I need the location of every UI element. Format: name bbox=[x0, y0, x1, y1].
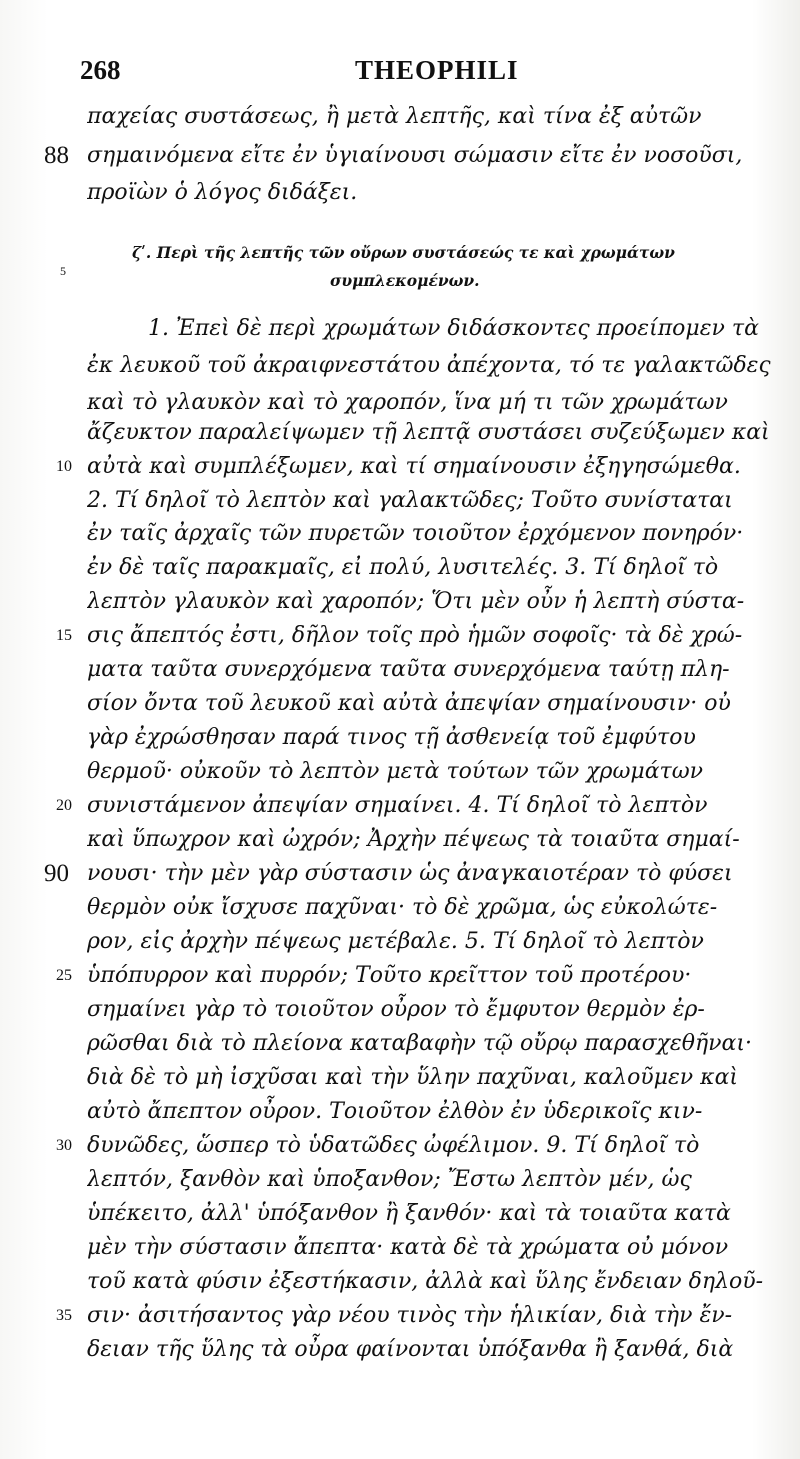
text-line: ματα ταῦτα συνερχόμενα ταῦτα συνερχόμενα ταύτῃ πλη- bbox=[87, 657, 730, 682]
margin-number: 25 bbox=[56, 967, 72, 984]
text-line: σιν· ἀσιτήσαντος γὰρ νέου τινὸς τὴν ἡλικίαν, διὰ τὴν ἔν- bbox=[87, 1303, 733, 1328]
text-line: νουσι· τὴν μὲν γὰρ σύστασιν ὡς ἀναγκαιοτέραν τὸ φύσει bbox=[87, 861, 733, 886]
text-line: μὲν τὴν σύστασιν ἄπεπτα· κατὰ δὲ τὰ χρώματα οὐ μόνον bbox=[87, 1235, 729, 1260]
margin-number: 90 bbox=[44, 860, 69, 887]
text-line: ρον, εἰς ἀρχὴν πέψεως μετέβαλε. 5. Τί δηλοῖ τὸ λεπτὸν bbox=[87, 929, 704, 954]
text-line: παχείας συστάσεως, ἢ μετὰ λεπτῆς, καὶ τίνα ἐξ αὐτῶν bbox=[87, 104, 702, 129]
text-line: αὐτὸ ἄπεπτον οὖρον. Τοιοῦτον ἐλθὸν ἐν ὑδερικοῖς κιν- bbox=[87, 1099, 703, 1124]
text-line: σίον ὄντα τοῦ λευκοῦ καὶ αὐτὰ ἀπεψίαν σημαίνουσιν· οὐ bbox=[87, 691, 731, 716]
margin-number: 10 bbox=[56, 458, 72, 475]
text-line: διὰ δὲ τὸ μὴ ἰσχῦσαι καὶ τὴν ὕλην παχῦναι, καλοῦμεν καὶ bbox=[87, 1065, 739, 1090]
chapter-heading: ζʹ. Περὶ τῆς λεπτῆς τῶν οὔρων συστάσεώς τε καὶ χρωμάτων bbox=[132, 243, 675, 262]
margin-number: 5 bbox=[60, 264, 66, 278]
text-line: ἐν ταῖς ἀρχαῖς τῶν πυρετῶν τοιοῦτον ἐρχόμενον πονηρόν· bbox=[87, 521, 744, 546]
margin-number: 20 bbox=[56, 797, 72, 814]
text-line: αὐτὰ καὶ συμπλέξωμεν, καὶ τί σημαίνουσιν ἐξηγησώμεθα. bbox=[87, 454, 741, 479]
text-line: 2. Τί δηλοῖ τὸ λεπτὸν καὶ γαλακτῶδες; Τοῦτο συνίσταται bbox=[87, 488, 733, 513]
page-number: 268 bbox=[80, 55, 121, 85]
text-line: σημαινόμενα εἴτε ἐν ὑγιαίνουσι σώμασιν εἴτε ἐν νοσοῦσι, bbox=[87, 143, 743, 168]
page-header bbox=[80, 55, 720, 95]
text-line: ρῶσθαι διὰ τὸ πλείονα καταβαφὴν τῷ οὔρῳ παρασχεθῆναι· bbox=[87, 1031, 753, 1056]
margin-number: 30 bbox=[56, 1137, 72, 1154]
text-line: καὶ τὸ γλαυκὸν καὶ τὸ χαροπόν, ἵνα μή τι τῶν χρωμάτων bbox=[87, 390, 728, 415]
text-line: καὶ ὕπωχρον καὶ ὠχρόν; Ἀρχὴν πέψεως τὰ τοιαῦτα σημαί- bbox=[87, 827, 740, 852]
text-line: ἄζευκτον παραλείψωμεν τῇ λεπτᾷ συστάσει συζεύξωμεν καὶ bbox=[87, 420, 770, 445]
text-line: δειαν τῆς ὕλης τὰ οὖρα φαίνονται ὑπόξανθα ἢ ξανθά, διὰ bbox=[87, 1337, 734, 1362]
text-line: θερμὸν οὐκ ἴσχυσε παχῦναι· τὸ δὲ χρῶμα, ὡς εὐκολώτε- bbox=[87, 895, 718, 920]
text-line: δυνῶδες, ὥσπερ τὸ ὑδατῶδες ὠφέλιμον. 9. Τί δηλοῖ τὸ bbox=[87, 1133, 700, 1158]
text-line: θερμοῦ· οὐκοῦν τὸ λεπτὸν μετὰ τούτων τῶν χρωμάτων bbox=[87, 759, 704, 784]
text-line: σις ἄπεπτός ἐστι, δῆλον τοῖς πρὸ ἡμῶν σοφοῖς· τὰ δὲ χρώ- bbox=[87, 623, 743, 648]
text-line: ὑπέκειτο, ἀλλ' ὑπόξανθον ἢ ξανθόν· καὶ τὰ τοιαῦτα κατὰ bbox=[87, 1201, 731, 1226]
margin-number: 35 bbox=[56, 1307, 72, 1324]
running-head: THEOPHILI bbox=[355, 55, 519, 85]
chapter-heading-cont: συμπλεκομένων. bbox=[330, 271, 480, 290]
text-line: τοῦ κατὰ φύσιν ἐξεστήκασιν, ἀλλὰ καὶ ὕλης ἔνδειαν δηλοῦ- bbox=[87, 1269, 764, 1294]
text-line: ἐν δὲ ταῖς παρακμαῖς, εἰ πολύ, λυσιτελές. 3. Τί δηλοῖ τὸ bbox=[87, 555, 719, 580]
text-line: γὰρ ἐχρώσθησαν παρά τινος τῇ ἀσθενείᾳ τοῦ ἐμφύτου bbox=[87, 725, 696, 750]
margin-number: 15 bbox=[56, 627, 72, 644]
text-line: λεπτὸν γλαυκὸν καὶ χαροπόν; Ὅτι μὲν οὖν ἡ λεπτὴ σύστα- bbox=[87, 589, 745, 614]
text-line: σημαίνει γὰρ τὸ τοιοῦτον οὖρον τὸ ἔμφυτον θερμὸν ἐρ- bbox=[87, 997, 705, 1022]
margin-number: 88 bbox=[44, 142, 69, 169]
text-line: συνιστάμενον ἀπεψίαν σημαίνει. 4. Τί δηλοῖ τὸ λεπτὸν bbox=[87, 793, 708, 818]
text-line: ὑπόπυρρον καὶ πυρρόν; Τοῦτο κρεῖττον τοῦ προτέρου· bbox=[87, 963, 692, 988]
text-line: προϊὼν ὁ λόγος διδάξει. bbox=[87, 180, 358, 205]
text-line: ἐκ λευκοῦ τοῦ ἀκραιφνεστάτου ἀπέχοντα, τό τε γαλακτῶδες bbox=[87, 353, 771, 378]
text-line: 1. Ἐπεὶ δὲ περὶ χρωμάτων διδάσκοντες προείπομεν τὰ bbox=[148, 316, 759, 341]
text-line: λεπτόν, ξανθὸν καὶ ὑποξανθον; Ἔστω λεπτὸν μέν, ὡς bbox=[87, 1167, 692, 1192]
